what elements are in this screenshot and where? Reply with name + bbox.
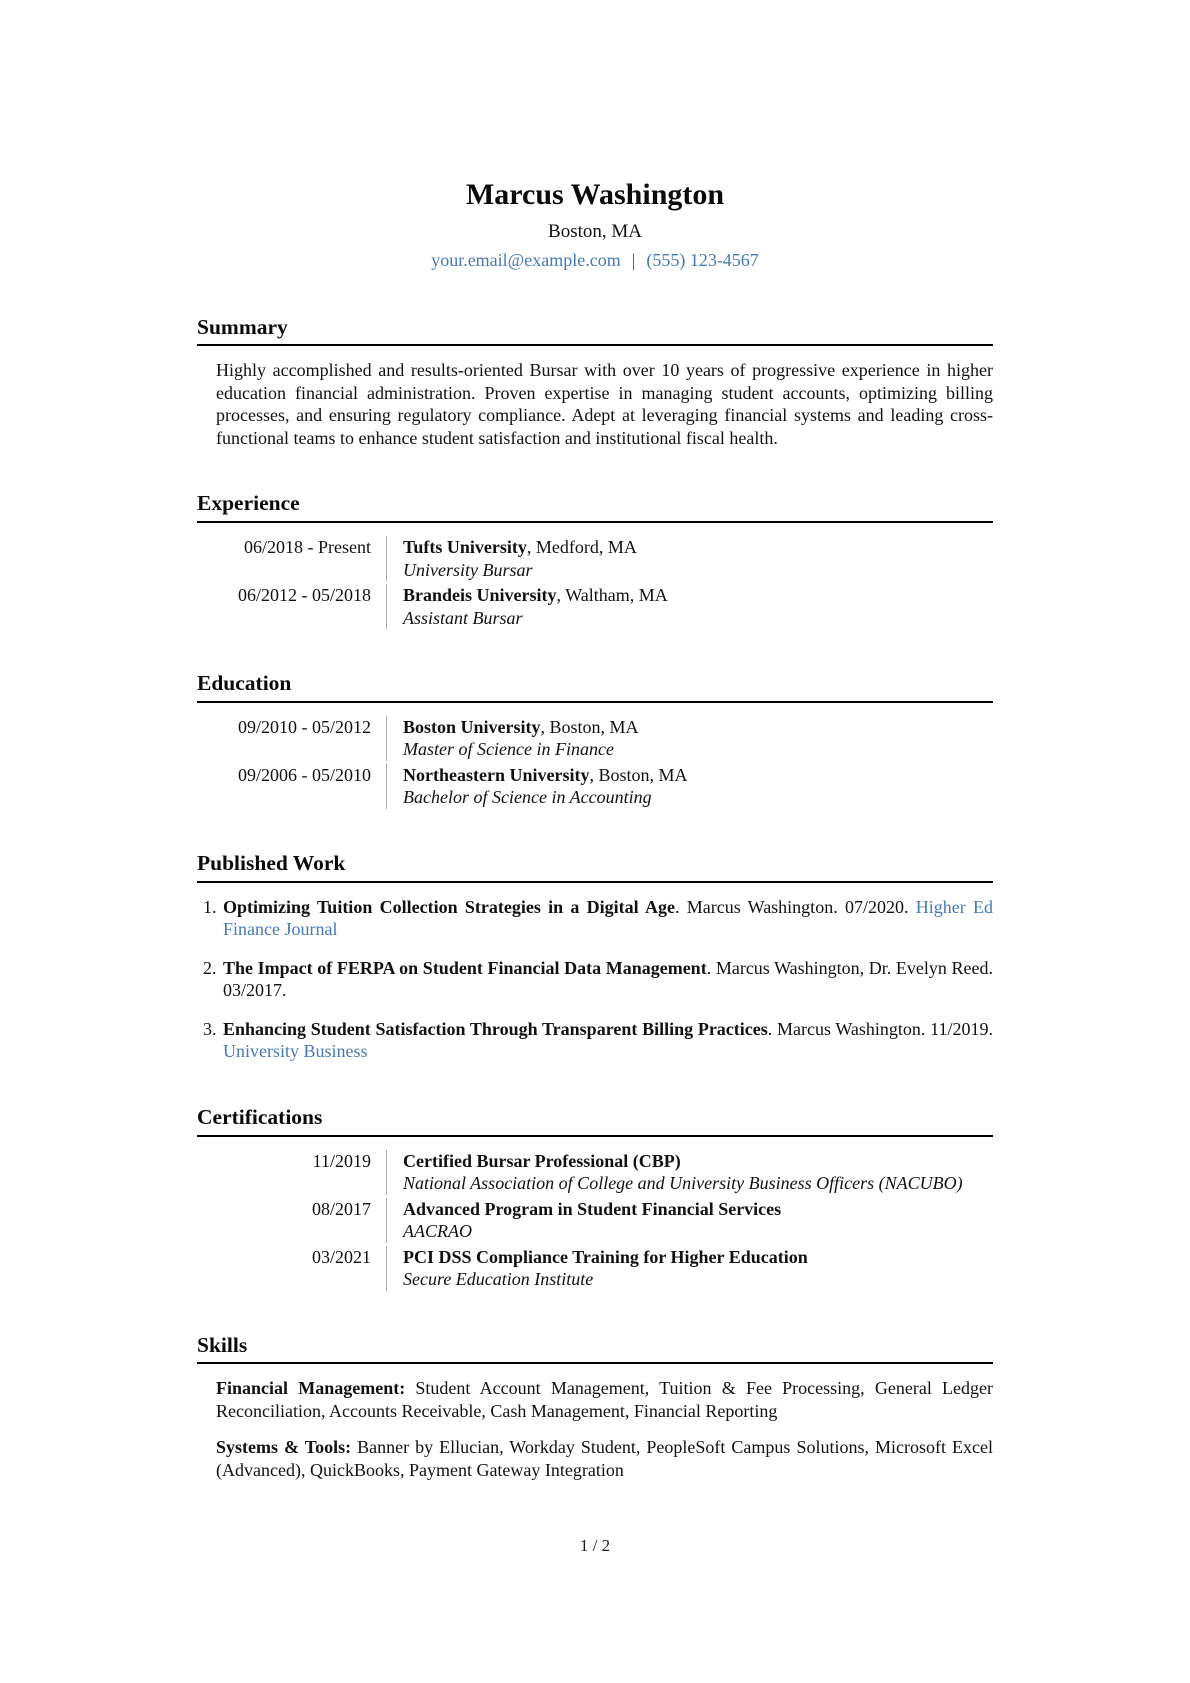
education-school-location: , Boston, MA [589,764,688,785]
publication-authors-date: . Marcus Washington. 11/2019. [767,1018,993,1039]
education-details [386,716,639,761]
publication-item [203,957,993,1002]
education-dates: 09/2006 - 05/2010 [238,764,371,785]
experience-role: Assistant Bursar [403,607,523,628]
summary-text: Highly accomplished and results-oriented Bursar with over 10 years of progressive experience in higher education financial administration. Proven expertise in managing student accounts, optimizing billing processes, and ensuring regulatory compliance. Adept at leveraging financial systems and leading cross-functional teams to enhance student satisfaction and institutional fiscal health. [216,360,993,448]
publication-authors-date: . Marcus Washington, Dr. Evelyn Reed. 03/2017. [223,957,994,1001]
skill-category-items: Student Account Management, Tuition & Fee Processing, General Ledger Reconciliation, Accounts Receivable, Cash Management, Financial Reporting [216,1378,994,1421]
phone-link[interactable]: (555) 123-4567 [646,250,759,271]
candidate-location: Boston, MA [548,220,642,242]
skill-category [216,1377,993,1422]
education-section-title: Education [197,671,993,703]
education-degree: Master of Science in Finance [403,739,614,760]
experience-org-location: , Waltham, MA [556,585,668,606]
skill-category-items: Banner by Ellucian, Workday Student, PeopleSoft Campus Solutions, Microsoft Excel (Advanced), QuickBooks, Payment Gateway Integration [216,1437,993,1480]
experience-dates: 06/2018 - Present [244,537,371,558]
certification-entry [197,1150,993,1195]
certification-issuer: Secure Education Institute [403,1269,594,1290]
experience-details [386,584,668,629]
experience-org: Brandeis University [403,585,557,606]
certification-date: 08/2017 [311,1198,371,1219]
certification-name: Certified Bursar Professional (CBP) [403,1150,681,1171]
education-degree: Bachelor of Science in Accounting [403,787,652,808]
publication-title: Optimizing Tuition Collection Strategies in a Digital Age [223,896,675,917]
certification-details [386,1198,781,1243]
published-work-section-title: Published Work [197,851,993,883]
publication-text [223,896,993,941]
section-summary [197,315,993,450]
education-entry [197,764,993,809]
section-skills [197,1333,993,1482]
publication-text [223,957,993,1002]
education-details [386,764,687,809]
candidate-name: Marcus Washington [465,178,725,211]
publication-title: The Impact of FERPA on Student Financial Data Management [223,957,707,978]
skill-category-label: Systems & Tools: [216,1437,352,1458]
publication-item [203,896,993,941]
certification-date: 11/2019 [312,1150,371,1171]
section-certifications [197,1105,993,1291]
certification-details [386,1150,963,1195]
certification-entry [197,1198,993,1243]
publication-journal-link[interactable]: University Business [223,1041,368,1062]
education-school: Northeastern University [403,764,590,785]
experience-org: Tufts University [403,537,527,558]
education-school-line [403,764,687,787]
publication-authors-date: . Marcus Washington. 07/2020. [674,896,909,917]
education-dates: 09/2010 - 05/2012 [238,716,371,737]
email-link[interactable]: your.email@example.com [431,250,621,271]
certification-entry [197,1246,993,1291]
experience-org-location: , Medford, MA [526,537,637,558]
education-school-line [403,716,639,739]
summary-section-title: Summary [197,315,993,347]
skill-category-label: Financial Management: [216,1378,406,1399]
education-school: Boston University [403,716,541,737]
skill-category [216,1436,993,1481]
education-entry [197,716,993,761]
publication-item [203,1018,993,1063]
contact-separator: | [631,250,636,271]
section-education [197,671,993,809]
experience-entry [197,584,993,629]
resume-header [197,176,993,273]
certification-date: 03/2021 [311,1246,371,1267]
section-published-work [197,851,993,1063]
experience-org-line [403,584,668,607]
publication-number: 2. [203,957,217,978]
experience-dates: 06/2012 - 05/2018 [238,585,371,606]
publication-journal-link[interactable]: Higher Ed Finance Journal [223,896,994,940]
experience-section-title: Experience [197,491,993,523]
publication-number: 3. [203,1018,217,1039]
section-experience [197,491,993,629]
experience-entry [197,536,993,581]
publication-number: 1. [203,896,217,917]
contact-line [197,249,993,272]
education-school-location: , Boston, MA [540,716,639,737]
certifications-section-title: Certifications [197,1105,993,1137]
page-number: 1 / 2 [579,1536,611,1555]
certification-name: Advanced Program in Student Financial Services [403,1198,782,1219]
publication-text [223,1018,993,1063]
skills-section-title: Skills [197,1333,993,1365]
certification-name: PCI DSS Compliance Training for Higher Education [403,1246,808,1267]
experience-details [386,536,637,581]
experience-org-line [403,536,637,559]
certification-details [386,1246,808,1291]
publication-title: Enhancing Student Satisfaction Through Transparent Billing Practices [223,1018,768,1039]
certification-issuer: National Association of College and University Business Officers (NACUBO) [403,1173,963,1194]
experience-role: University Bursar [403,559,533,580]
certification-issuer: AACRAO [403,1221,472,1242]
